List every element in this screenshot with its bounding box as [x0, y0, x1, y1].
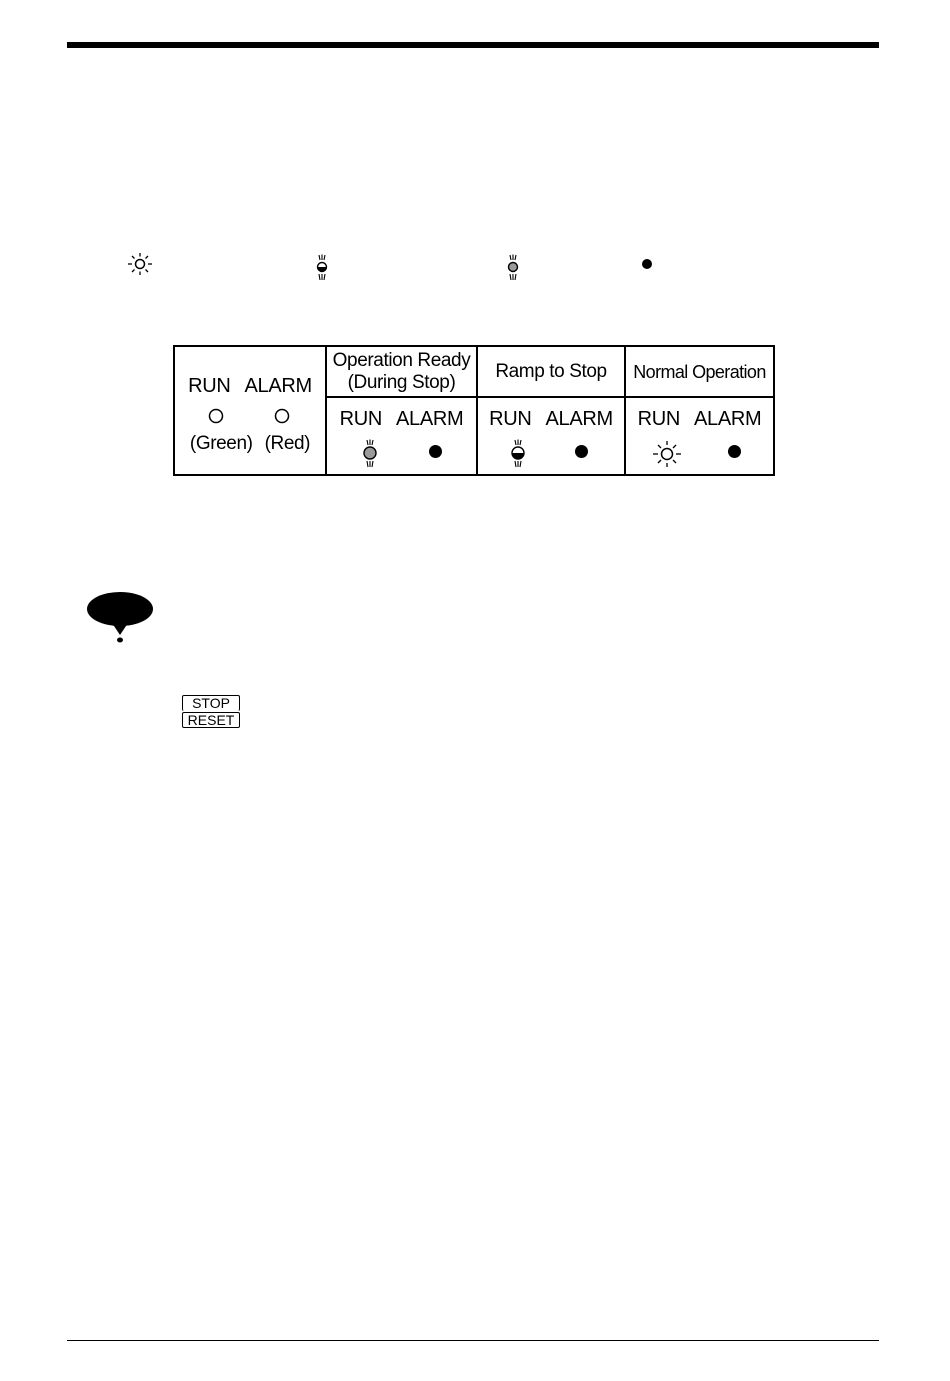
alarm-led-outline-icon [274, 408, 290, 424]
state-header [327, 347, 476, 398]
led-key-column [175, 347, 325, 474]
stop-key-label: STOP [182, 695, 240, 711]
state-normal-operation [624, 347, 773, 474]
run-led-outline-icon [208, 408, 224, 424]
run-label: RUN [339, 408, 382, 430]
state-ramp-to-stop [476, 347, 624, 474]
run-long-blinking-icon [362, 439, 378, 469]
state-operation-ready [325, 347, 476, 474]
bottom-rule [67, 1340, 879, 1341]
state-run-alarm-labels [327, 408, 476, 431]
state-run-alarm-labels [626, 408, 773, 431]
run-label: RUN [637, 408, 680, 430]
state-header [478, 347, 624, 398]
alarm-not-lit-icon [574, 444, 589, 459]
key-color-labels [175, 433, 325, 455]
state-title-line1: Normal Operation [633, 361, 766, 382]
run-label: RUN [489, 408, 532, 430]
state-title-line2: (During Stop) [347, 371, 456, 393]
top-rule [67, 42, 879, 48]
not-lit-icon [641, 258, 653, 270]
note-icon [86, 590, 156, 649]
run-color-label: (Green) [189, 433, 253, 454]
lit-icon [127, 252, 153, 276]
long-blinking-icon [506, 254, 520, 282]
led-status-table [173, 345, 775, 476]
run-label: RUN [188, 375, 231, 397]
alarm-label: ALARM [545, 408, 613, 430]
alarm-label: ALARM [244, 375, 312, 397]
alarm-label: ALARM [694, 408, 762, 430]
alarm-color-label: (Red) [264, 433, 311, 454]
alarm-not-lit-icon [727, 444, 742, 459]
state-run-alarm-labels [478, 408, 624, 431]
state-title-line1: Ramp to Stop [495, 360, 607, 382]
blinking-icon [315, 254, 329, 282]
reset-key-label: RESET [182, 712, 240, 728]
run-lit-icon [652, 440, 682, 468]
state-title-line1: Operation Ready [332, 349, 471, 371]
key-run-alarm-labels [175, 375, 325, 398]
alarm-label: ALARM [396, 408, 464, 430]
alarm-not-lit-icon [428, 444, 443, 459]
run-blinking-icon [510, 439, 526, 469]
state-header [626, 347, 773, 398]
stop-reset-key-icon [182, 695, 240, 730]
